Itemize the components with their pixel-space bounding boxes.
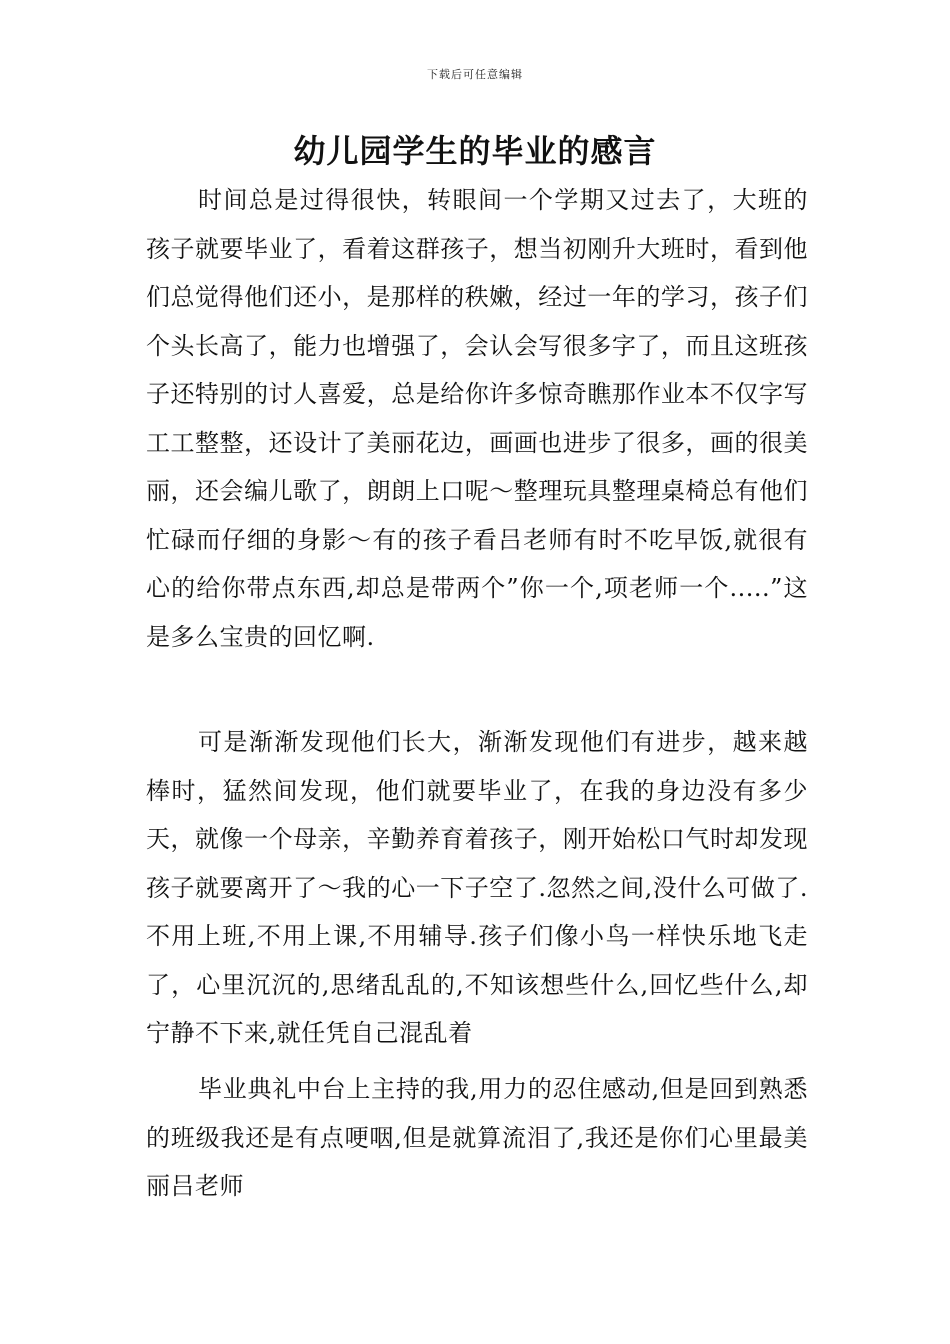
paragraph-3: 毕业典礼中台上主持的我,用力的忍住感动,但是回到熟悉的班级我还是有点哽咽,但是就算流泪了,我还是你们心里最美丽吕老师 <box>146 1075 808 1200</box>
header-note: 下载后可任意编辑 <box>427 68 523 81</box>
paragraph-2: 可是渐渐发现他们长大，渐渐发现他们有进步，越来越棒时，猛然间发现，他们就要毕业了，在我的身边没有多少天，就像一个母亲，辛勤养育着孩子，刚开始松口气时却发现孩子就要离开了～我的心一下子空了.忽然之间,没什么可做了.不用上班,不用上课,不用辅导.孩子们像小鸟一样快乐地飞走了，心里沉沉的,思绪乱乱的,不知该想些什么,回忆些什么,却宁静不下来,就任凭自己混乱着 <box>146 728 808 1047</box>
paragraph-1: 时间总是过得很快，转眼间一个学期又过去了，大班的孩子就要毕业了，看着这群孩子，想当初刚升大班时，看到他们总觉得他们还小，是那样的秩嫩，经过一年的学习，孩子们个头长高了，能力也增强了，会认会写很多字了，而且这班孩子还特别的讨人喜爱，总是给你许多惊奇瞧那作业本不仅字写工工整整，还设计了美丽花边，画画也进步了很多，画的很美丽，还会编儿歌了，朗朗上口呢～整理玩具整理桌椅总有他们忙碌而仔细的身影～有的孩子看吕老师有时不吃早饭,就很有心的给你带点东西,却总是带两个”你一个,项老师一个.....”这是多么宝贵的回忆啊. <box>146 186 808 651</box>
document-title: 幼儿园学生的毕业的感言 <box>293 132 657 170</box>
